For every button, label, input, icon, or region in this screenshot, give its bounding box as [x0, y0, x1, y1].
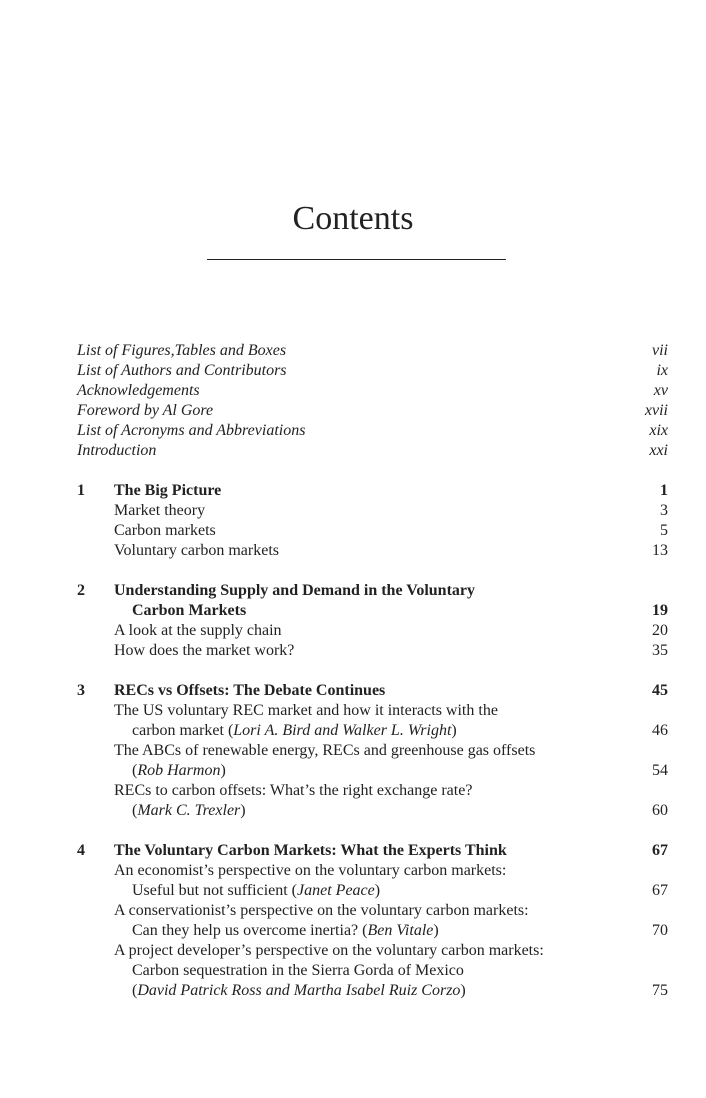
- entry-title: [132, 721, 457, 741]
- entry-text: Carbon Markets: [132, 602, 247, 619]
- toc-spacer: [77, 821, 668, 841]
- page-number: 75: [652, 982, 668, 999]
- entry-title: [114, 481, 221, 501]
- entry-text: ): [240, 802, 246, 819]
- entry-title: [114, 541, 279, 561]
- entry-text: Understanding Supply and Demand in the Voluntary: [114, 582, 476, 599]
- toc-section-entry: [77, 621, 668, 641]
- page-number: 60: [652, 802, 668, 819]
- entry-title: [114, 901, 529, 921]
- entry-title: [77, 341, 286, 361]
- chapter-number: 3: [77, 682, 85, 699]
- entry-text: Useful but not sufficient (: [132, 882, 298, 899]
- entry-text: List of Figures,Tables and Boxes: [77, 342, 287, 359]
- chapter-number: 1: [77, 482, 85, 499]
- toc-section-entry: [77, 981, 668, 1001]
- entry-title: [114, 861, 506, 881]
- toc-chapter-entry: [77, 681, 668, 701]
- toc-section-entry: [77, 501, 668, 521]
- entry-text: (: [132, 982, 138, 999]
- entry-title: [77, 421, 305, 441]
- entry-text: Carbon markets: [114, 522, 216, 539]
- entry-text: A project developer’s perspective on the voluntary carbon markets:: [114, 942, 544, 959]
- entry-text: (: [132, 802, 138, 819]
- entry-text: The ABCs of renewable energy, RECs and greenhouse gas offsets: [114, 742, 536, 759]
- toc-section-entry: [77, 881, 668, 901]
- entry-text: Foreword by Al Gore: [77, 402, 214, 419]
- author-names: Ben Vitale: [367, 922, 434, 939]
- page-number: 1: [660, 482, 668, 499]
- toc-section-entry: [77, 541, 668, 561]
- entry-title: [132, 921, 439, 941]
- entry-title: [132, 761, 226, 781]
- entry-text: A conservationist’s perspective on the voluntary carbon markets:: [114, 902, 529, 919]
- entry-text: ): [374, 882, 381, 899]
- page-number: 5: [660, 522, 668, 539]
- entry-title: [114, 781, 472, 801]
- toc-spacer: [77, 561, 668, 581]
- page-number: 46: [652, 722, 668, 739]
- entry-title: [114, 621, 282, 641]
- entry-title: [132, 801, 246, 821]
- entry-text: How does the market work?: [114, 642, 295, 659]
- entry-title: [132, 981, 466, 1001]
- table-of-contents: [77, 341, 668, 1001]
- entry-title: [114, 701, 498, 721]
- page-number: 13: [652, 542, 668, 559]
- page-number: xix: [649, 422, 668, 439]
- entry-title: [77, 401, 213, 421]
- toc-chapter-entry: [77, 601, 668, 621]
- toc-front-matter-entry: [77, 401, 668, 421]
- page-number: vii: [652, 342, 668, 359]
- page-number: 35: [652, 642, 668, 659]
- toc-front-matter-entry: [77, 341, 668, 361]
- entry-text: An economist’s perspective on the voluntary carbon markets:: [114, 862, 507, 879]
- entry-text: ): [220, 762, 226, 779]
- toc-section-entry: [77, 521, 668, 541]
- page-title: Contents: [292, 200, 414, 237]
- entry-title: [114, 741, 535, 761]
- entry-title: [77, 381, 200, 401]
- toc-section-entry: [77, 781, 668, 801]
- page-number: ix: [656, 362, 668, 379]
- page-number: 19: [652, 602, 668, 619]
- entry-text: List of Acronyms and Abbreviations: [77, 422, 306, 439]
- entry-text: The US voluntary REC market and how it interacts with the: [114, 702, 498, 719]
- entry-text: Market theory: [114, 502, 206, 519]
- entry-title: [132, 601, 246, 621]
- page-number: 54: [652, 762, 668, 779]
- toc-section-entry: [77, 721, 668, 741]
- page-number: 3: [660, 502, 668, 519]
- entry-title: [114, 501, 205, 521]
- entry-text: The Big Picture: [114, 482, 222, 499]
- entry-title: [132, 961, 464, 981]
- author-names: Lori A. Bird and Walker L. Wright: [233, 722, 452, 739]
- page-number: 67: [652, 882, 668, 899]
- toc-front-matter-entry: [77, 421, 668, 441]
- toc-section-entry: [77, 961, 668, 981]
- page-number: xv: [653, 382, 668, 399]
- toc-section-entry: [77, 701, 668, 721]
- entry-title: [114, 841, 507, 861]
- entry-text: Voluntary carbon markets: [114, 542, 279, 559]
- chapter-number: 4: [77, 842, 85, 859]
- entry-text: ): [451, 722, 457, 739]
- entry-text: Carbon sequestration in the Sierra Gorda of Mexico: [132, 962, 464, 979]
- entry-title: [132, 881, 380, 901]
- author-names: Janet Peace: [297, 882, 375, 899]
- entry-title: [114, 681, 385, 701]
- page-number: xvii: [644, 402, 668, 419]
- toc-section-entry: [77, 741, 668, 761]
- entry-text: carbon market (: [132, 722, 234, 739]
- title-rule: [207, 259, 506, 260]
- page-number: 70: [652, 922, 668, 939]
- page-number: 67: [652, 842, 668, 859]
- entry-title: [77, 441, 156, 461]
- page-number: 45: [652, 682, 668, 699]
- toc-section-entry: [77, 901, 668, 921]
- entry-text: (: [132, 762, 138, 779]
- toc-front-matter-entry: [77, 381, 668, 401]
- toc-chapter-entry: [77, 841, 668, 861]
- page-number: 20: [652, 622, 668, 639]
- author-names: Mark C. Trexler: [137, 802, 241, 819]
- entry-text: List of Authors and Contributors: [77, 362, 287, 379]
- toc-section-entry: [77, 801, 668, 821]
- toc-section-entry: [77, 941, 668, 961]
- entry-text: ): [433, 922, 439, 939]
- toc-section-entry: [77, 761, 668, 781]
- entry-text: A look at the supply chain: [114, 622, 282, 639]
- toc-front-matter-entry: [77, 361, 668, 381]
- entry-text: The Voluntary Carbon Markets: What the Experts Think: [114, 842, 507, 859]
- toc-chapter-entry: [77, 581, 668, 601]
- entry-title: [114, 581, 475, 601]
- entry-text: RECs to carbon offsets: What’s the right exchange rate?: [114, 782, 473, 799]
- entry-text: ): [460, 982, 466, 999]
- entry-title: [77, 361, 287, 381]
- toc-spacer: [77, 661, 668, 681]
- toc-section-entry: [77, 921, 668, 941]
- entry-title: [114, 941, 544, 961]
- author-names: Rob Harmon: [137, 762, 221, 779]
- entry-title: [114, 641, 294, 661]
- entry-text: Acknowledgements: [77, 382, 200, 399]
- toc-front-matter-entry: [77, 441, 668, 461]
- toc-section-entry: [77, 861, 668, 881]
- toc-section-entry: [77, 641, 668, 661]
- entry-text: Introduction: [77, 442, 157, 459]
- entry-text: RECs vs Offsets: The Debate Continues: [114, 682, 386, 699]
- toc-spacer: [77, 461, 668, 481]
- entry-text: Can they help us overcome inertia? (: [132, 922, 368, 939]
- toc-chapter-entry: [77, 481, 668, 501]
- entry-title: [114, 521, 216, 541]
- author-names: David Patrick Ross and Martha Isabel Ruiz Corzo: [137, 982, 461, 999]
- page-number: xxi: [649, 442, 668, 459]
- chapter-number: 2: [77, 582, 85, 599]
